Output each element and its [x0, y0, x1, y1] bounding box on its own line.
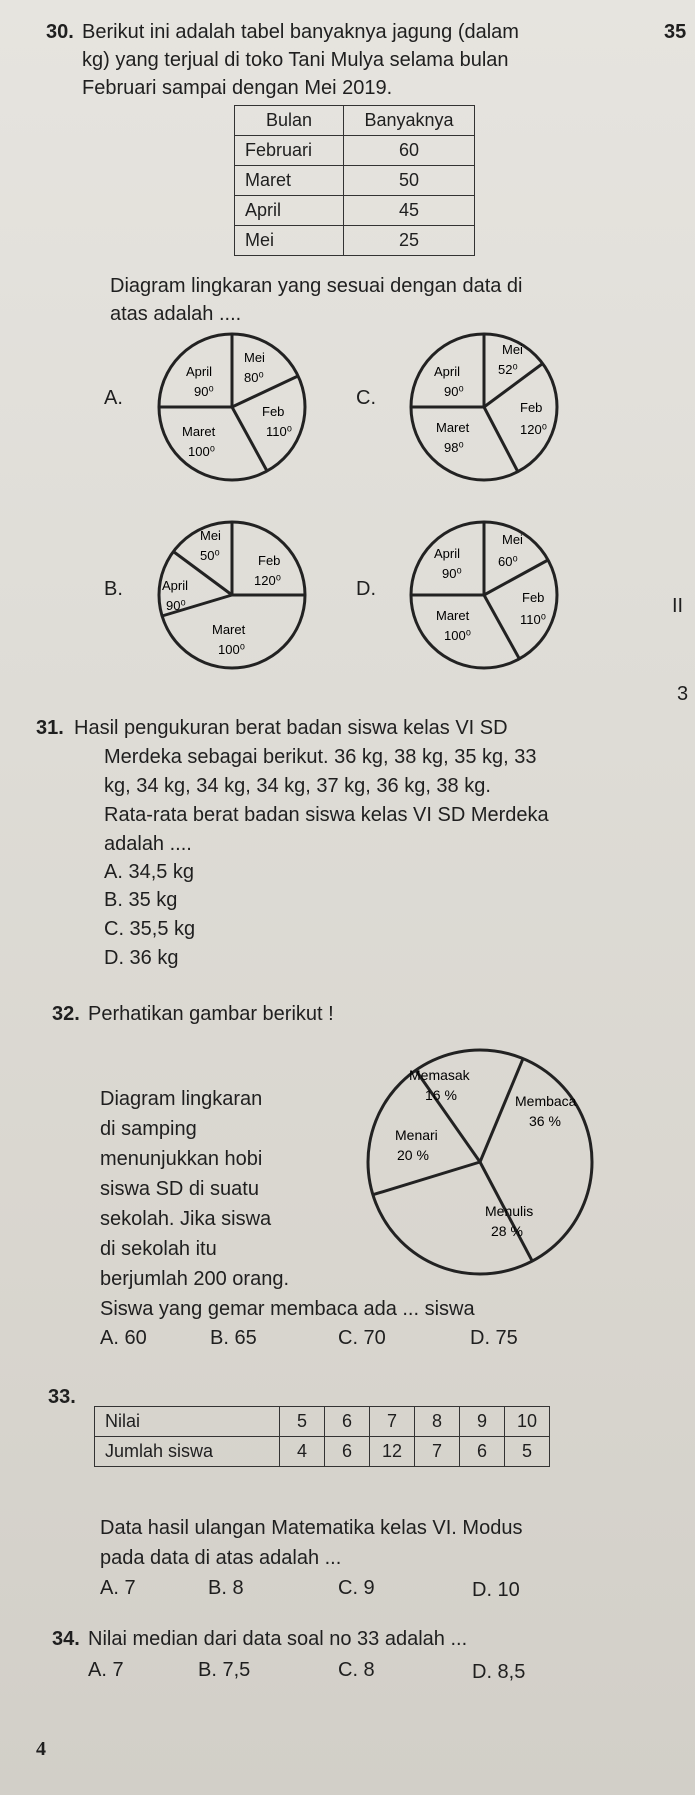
q32-line-7: berjumlah 200 orang.: [100, 1268, 290, 1290]
q32-option-d: D. 75: [470, 1327, 518, 1349]
table-cell: Februari: [235, 136, 344, 166]
table-row: [235, 136, 475, 166]
q33-table: [94, 1406, 550, 1467]
q32-option-c: C. 70: [338, 1327, 386, 1349]
table-cell: 9: [460, 1407, 505, 1437]
pie-label-value: 110⁰: [520, 612, 546, 627]
q30-number: 30.: [46, 21, 74, 43]
pie-option-b: [150, 510, 310, 680]
pie-label-name: April: [434, 546, 461, 561]
pie-label-value: 100⁰: [218, 642, 245, 657]
q32-question: Siswa yang gemar membaca ada ... siswa: [100, 1298, 475, 1320]
pie-label-name: Mei: [502, 532, 523, 547]
table-row: [235, 196, 475, 226]
pie-label-value: 100⁰: [188, 444, 215, 459]
table-cell: 5: [280, 1407, 325, 1437]
q33-number: 33.: [48, 1386, 76, 1408]
q34-option-c: C. 8: [338, 1659, 375, 1681]
table-cell: Nilai: [95, 1407, 280, 1437]
pie-label-name: Feb: [522, 590, 545, 605]
table-cell: 6: [325, 1437, 370, 1467]
pie-label-name: Mei: [502, 342, 523, 357]
pie-label-value: 60⁰: [498, 554, 518, 569]
pie-divider: [232, 376, 298, 407]
q33-option-c: C. 9: [338, 1577, 375, 1599]
pie-label-name: April: [162, 578, 189, 593]
table-cell: 5: [505, 1437, 550, 1467]
q31-line-2: Merdeka sebagai berikut. 36 kg, 38 kg, 35 kg, 33: [104, 746, 537, 768]
pie-divider: [484, 595, 520, 660]
pie-label-value: 110⁰: [266, 424, 292, 439]
pie-slice-boundary-menari: [373, 1162, 480, 1195]
q31-option-b: B. 35 kg: [104, 889, 178, 911]
pie-label-memasak: Memasak: [409, 1067, 470, 1083]
table-cell: Maret: [235, 166, 344, 196]
pie-value-menari: 20 %: [397, 1147, 429, 1163]
q34-option-d: D. 8,5: [472, 1661, 526, 1683]
table-cell: 10: [505, 1407, 550, 1437]
q32-line-6: di sekolah itu: [100, 1238, 217, 1260]
pie-label-value: 90⁰: [442, 566, 462, 581]
q30-table: [234, 105, 475, 256]
q33-line-2: pada data di atas adalah ...: [100, 1547, 342, 1569]
pie-label-value: 90⁰: [194, 384, 214, 399]
table-cell: Jumlah siswa: [95, 1437, 280, 1467]
q30-prompt-2: atas adalah ....: [110, 303, 242, 325]
pie-value-menulis: 28 %: [491, 1223, 523, 1239]
side-mark-paren: 3: [677, 683, 689, 705]
q33-line-1: Data hasil ulangan Matematika kelas VI. Modus: [100, 1517, 523, 1539]
table-header: Bulan: [235, 106, 344, 136]
pie-label-menari: Menari: [395, 1127, 438, 1143]
pie-option-a: [150, 322, 310, 492]
q34-text: Nilai median dari data soal no 33 adalah ...: [88, 1628, 468, 1650]
table-cell: 4: [280, 1437, 325, 1467]
pie-label-value: 90⁰: [444, 384, 464, 399]
table-cell: April: [235, 196, 344, 226]
pie-label-name: Maret: [436, 420, 470, 435]
pie-label-name: Feb: [258, 553, 281, 568]
pie-option-d: [398, 510, 568, 680]
side-mark-roman: II: [672, 595, 684, 617]
pie-label-name: Maret: [436, 608, 470, 623]
table-cell: Mei: [235, 226, 344, 256]
table-cell: 60: [344, 136, 475, 166]
pie-label-name: April: [434, 364, 461, 379]
pie-label-value: 52⁰: [498, 362, 518, 377]
table-cell: 25: [344, 226, 475, 256]
q30-line-1: Berikut ini adalah tabel banyaknya jagung (dalam: [82, 21, 519, 43]
pie-slice-boundary-membaca: [480, 1059, 523, 1162]
q31-number: 31.: [36, 717, 64, 739]
q34-number: 34.: [52, 1628, 80, 1650]
pie-label-name: Maret: [212, 622, 246, 637]
pie-label-membaca: Membaca: [515, 1093, 577, 1109]
q32-number: 32.: [52, 1003, 80, 1025]
pie-label-menulis: Menulis: [485, 1203, 534, 1219]
pie-label-name: Feb: [262, 404, 285, 419]
q32-line-5: sekolah. Jika siswa: [100, 1208, 272, 1230]
table-row: [95, 1437, 550, 1467]
option-c-letter: C.: [356, 387, 376, 409]
pie-option-c: [398, 322, 568, 492]
q30-line-2: kg) yang terjual di toko Tani Mulya selama bulan: [82, 49, 509, 71]
q34-option-b: B. 7,5: [198, 1659, 251, 1681]
table-row: [95, 1407, 550, 1437]
pie-label-value: 120⁰: [520, 422, 547, 437]
pie-label-name: April: [186, 364, 213, 379]
table-cell: 8: [415, 1407, 460, 1437]
q32-line-2: di samping: [100, 1118, 197, 1140]
q33-option-a: A. 7: [100, 1577, 136, 1599]
table-cell: 45: [344, 196, 475, 226]
pie-label-value: 80⁰: [244, 370, 264, 385]
table-cell: 7: [370, 1407, 415, 1437]
table-cell: 50: [344, 166, 475, 196]
pie-label-value: 50⁰: [200, 548, 220, 563]
table-cell: 7: [415, 1437, 460, 1467]
q32-option-a: A. 60: [100, 1327, 147, 1349]
table-cell: 6: [325, 1407, 370, 1437]
pie-label-name: Maret: [182, 424, 216, 439]
q31-option-c: C. 35,5 kg: [104, 918, 196, 940]
pie-label-value: 100⁰: [444, 628, 471, 643]
page-number-top: 35: [664, 21, 687, 43]
pie-label-name: Feb: [520, 400, 543, 415]
table-header-row: [235, 106, 475, 136]
q32-title: Perhatikan gambar berikut !: [88, 1003, 334, 1025]
q31-line-1: Hasil pengukuran berat badan siswa kelas VI SD: [74, 717, 508, 739]
pie-value-membaca: 36 %: [529, 1113, 561, 1129]
q32-pie-chart: [355, 1040, 605, 1280]
q31-option-a: A. 34,5 kg: [104, 861, 195, 883]
q31-line-5: adalah ....: [104, 833, 192, 855]
pie-label-name: Mei: [244, 350, 265, 365]
pie-value-memasak: 16 %: [425, 1087, 457, 1103]
table-cell: 6: [460, 1437, 505, 1467]
pie-divider: [484, 407, 518, 472]
q30-prompt-1: Diagram lingkaran yang sesuai dengan data di: [110, 275, 523, 297]
option-a-letter: A.: [104, 387, 123, 409]
q31-option-d: D. 36 kg: [104, 947, 179, 969]
pie-label-value: 120⁰: [254, 573, 281, 588]
pie-label-value: 90⁰: [166, 598, 186, 613]
pie-label-value: 98⁰: [444, 440, 464, 455]
q32-option-b: B. 65: [210, 1327, 257, 1349]
q32-line-4: siswa SD di suatu: [100, 1178, 259, 1200]
page-number-bottom: 4: [36, 1738, 46, 1760]
q32-line-3: menunjukkan hobi: [100, 1148, 263, 1170]
table-cell: 12: [370, 1437, 415, 1467]
option-b-letter: B.: [104, 578, 123, 600]
table-row: [235, 226, 475, 256]
table-header: Banyaknya: [344, 106, 475, 136]
option-d-letter: D.: [356, 578, 376, 600]
q34-option-a: A. 7: [88, 1659, 124, 1681]
q33-option-d: D. 10: [472, 1579, 520, 1601]
pie-label-name: Mei: [200, 528, 221, 543]
q33-option-b: B. 8: [208, 1577, 244, 1599]
q31-line-3: kg, 34 kg, 34 kg, 34 kg, 37 kg, 36 kg, 38 kg.: [104, 775, 491, 797]
table-row: [235, 166, 475, 196]
q31-line-4: Rata-rata berat badan siswa kelas VI SD Merdeka: [104, 804, 549, 826]
q32-line-1: Diagram lingkaran: [100, 1088, 263, 1110]
q30-line-3: Februari sampai dengan Mei 2019.: [82, 77, 393, 99]
